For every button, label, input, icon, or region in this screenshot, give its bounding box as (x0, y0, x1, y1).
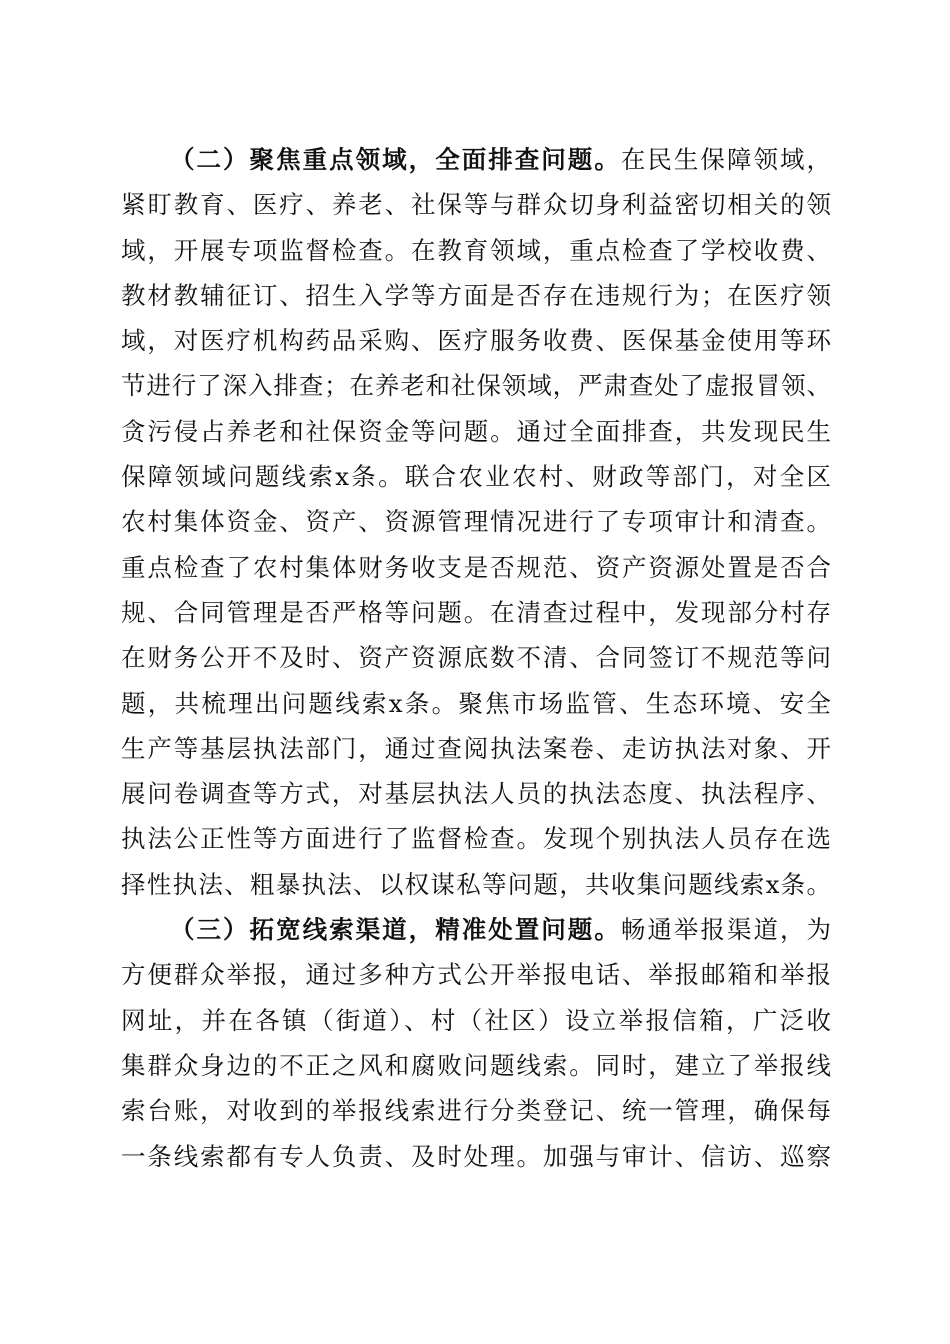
paragraph-line: 规、合同管理是否严格等问题。在清查过程中，发现部分村存 (121, 597, 831, 627)
paragraph-line: 在财务公开不及时、资产资源底数不清、合同签订不规范等问 (121, 643, 831, 673)
section-3-first-line (121, 907, 831, 952)
paragraph-line: 贪污侵占养老和社保资金等问题。通过全面排查，共发现民生 (121, 416, 831, 446)
paragraph-line: 畅通举报渠道，为 (620, 915, 832, 945)
paragraph-line: 保障领域问题线索x条。联合农业农村、财政等部门，对全区 (121, 462, 831, 492)
paragraph-line: 展问卷调查等方式，对基层执法人员的执法态度、执法程序、 (121, 779, 831, 809)
paragraph-line: 农村集体资金、资产、资源管理情况进行了专项审计和清查。 (121, 507, 831, 537)
section-2-first-line (121, 137, 831, 182)
document-body (121, 137, 831, 1179)
paragraph-line: 索台账，对收到的举报线索进行分类登记、统一管理，确保每 (121, 1096, 831, 1126)
paragraph-line: 重点检查了农村集体财务收支是否规范、资产资源处置是否合 (121, 552, 831, 582)
section-3-heading: （三）拓宽线索渠道，精准处置问题。 (170, 915, 621, 945)
paragraph-line: 紧盯教育、医疗、养老、社保等与群众切身利益密切相关的领 (121, 190, 831, 220)
paragraph-line: 节进行了深入排查；在养老和社保领域，严肃查处了虚报冒领、 (121, 371, 831, 401)
paragraph-line: 网址，并在各镇（街道）、村（社区）设立举报信箱，广泛收 (121, 1005, 831, 1035)
paragraph-line: 一条线索都有专人负责、及时处理。加强与审计、信访、巡察 (121, 1141, 831, 1171)
paragraph-line: 生产等基层执法部门，通过查阅执法案卷、走访执法对象、开 (121, 733, 831, 763)
paragraph-line: 在民生保障领域， (620, 145, 832, 174)
paragraph-line: 题，共梳理出问题线索x条。聚焦市场监管、生态环境、安全 (121, 688, 831, 718)
paragraph-line: 执法公正性等方面进行了监督检查。发现个别执法人员存在选 (121, 824, 831, 854)
paragraph-line: 集群众身边的不正之风和腐败问题线索。同时，建立了举报线 (121, 1050, 831, 1080)
paragraph-line: 域，开展专项监督检查。在教育领域，重点检查了学校收费、 (121, 235, 831, 265)
paragraph-line: 教材教辅征订、招生入学等方面是否存在违规行为；在医疗领 (121, 280, 831, 310)
paragraph-line: 择性执法、粗暴执法、以权谋私等问题，共收集问题线索x条。 (121, 869, 831, 899)
paragraph-line: 域，对医疗机构药品采购、医疗服务收费、医保基金使用等环 (121, 326, 831, 356)
section-2-heading: （二）聚焦重点领域，全面排查问题。 (170, 145, 621, 174)
paragraph-line: 方便群众举报，通过多种方式公开举报电话、举报邮箱和举报 (121, 960, 831, 990)
